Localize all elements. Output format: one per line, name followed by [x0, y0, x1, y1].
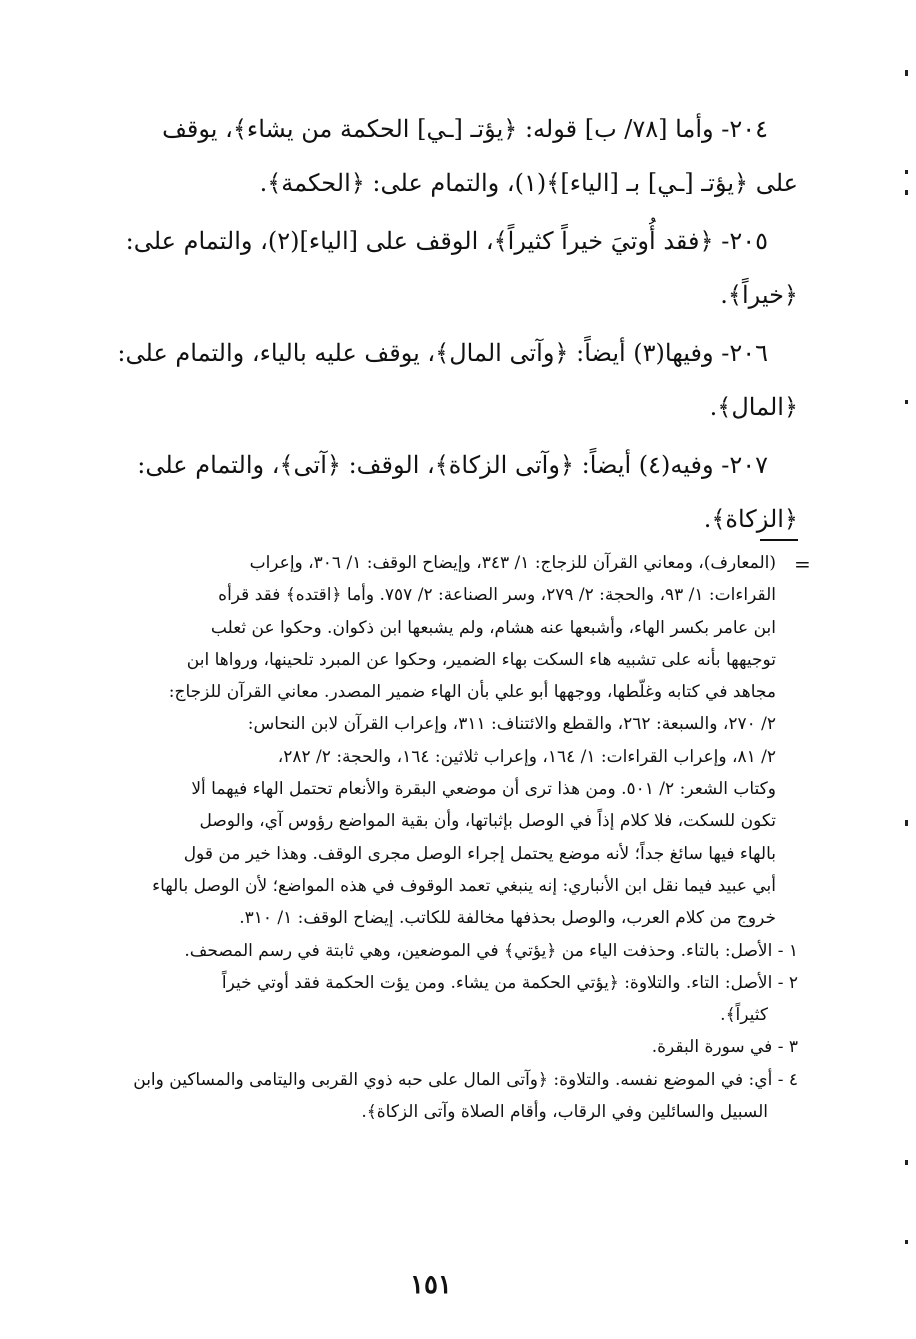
scan-mark — [905, 820, 908, 826]
entry-line: ﴿خيراً﴾. — [720, 281, 798, 309]
main-text — [78, 102, 798, 550]
note-continuation-line: أبي عبيد فيما نقل ابن الأنباري: إنه ينبغي تعمد الوقوف في هذه المواضع؛ لأن الوصل بالهاء — [152, 875, 776, 896]
entry-207 — [78, 438, 798, 546]
scan-mark — [905, 170, 908, 174]
note-continuation-line: ٢/ ٨١، وإعراب القراءات: ١/ ١٦٤، وإعراب ثلاثين: ١٦٤، والحجة: ٢/ ٢٨٢، — [277, 746, 776, 767]
entry-line: ﴿المال﴾. — [709, 393, 798, 421]
note-continuation-line: مجاهد في كتابه وغلّطها، ووجهها أبو علي بأن الهاء ضمير المصدر. معاني القرآن للزجاج: — [168, 682, 776, 703]
note-continuation-line: ابن عامر بكسر الهاء، وأشبعها عنه هشام، ولم يشبعها ابن ذكوان. وحكوا عن ثعلب — [210, 617, 776, 638]
entry-line: ٢٠٤- وأما [٧٨/ ب] قوله: ﴿يؤتـ [ـي] الحكمة من يشاء﴾، يوقف — [162, 115, 768, 143]
entry-line: ٢٠٧- وفيه(٤) أيضاً: ﴿وآتى الزكاة﴾، الوقف: ﴿آتى﴾، والتمام على: — [137, 451, 768, 479]
footnote-2: ٢ - الأصل: التاء. والتلاوة: ﴿يؤتي الحكمة من يشاء. ومن يؤت الحكمة فقد أوتي خيراً — [221, 972, 798, 993]
footnote-1: ١ - الأصل: بالتاء. وحذفت الياء من ﴿يؤتي﴾ في الموضعين، وهي ثابتة في رسم المصحف. — [184, 940, 798, 961]
scan-mark — [905, 1160, 908, 1165]
continuation-marker: = — [794, 552, 811, 576]
entry-line: على ﴿يؤتـ [ـي] بـ [الياء]﴾(١)، والتمام على: ﴿الحكمة﴾. — [259, 169, 798, 197]
scan-mark — [905, 190, 908, 195]
footnote-separator — [760, 539, 798, 541]
entry-206 — [78, 326, 798, 434]
note-continuation-line: بالهاء فيها سائغ جداً؛ لأنه موضع يحتمل إجراء الوصل مجرى الوقف. وهذا خير من قول — [183, 843, 776, 864]
footnote-3: ٣ - في سورة البقرة. — [651, 1037, 798, 1058]
footnote-2-continuation: كثيراً﴾. — [720, 1005, 768, 1026]
scan-mark — [905, 400, 908, 404]
note-continuation-line: ٢/ ٢٧٠، والسبعة: ٢٦٢، والقطع والائتناف: ٣١١، وإعراب القرآن لابن النحاس: — [247, 714, 776, 735]
note-continuation-line: توجيهها بأنه على تشبيه هاء السكت بهاء الضمير، وحكوا عن المبرد تلحينها، ورواها ابن — [186, 649, 776, 670]
footnote-4: ٤ - أي: في الموضع نفسه. والتلاوة: ﴿وآتى المال على حبه ذوي القربى واليتامى والمساكين وابن — [133, 1069, 798, 1090]
scan-mark — [905, 70, 908, 76]
footnotes — [78, 547, 798, 1128]
entry-line: ٢٠٦- وفيها(٣) أيضاً: ﴿وآتى المال﴾، يوقف عليه بالياء، والتمام على: — [117, 339, 768, 367]
note-continuation-line: خروج من كلام العرب، والوصل بحذفها مخالفة للكاتب. إيضاح الوقف: ١/ ٣١٠. — [239, 908, 776, 929]
note-continuation-line: القراءات: ١/ ٩٣، والحجة: ٢/ ٢٧٩، وسر الصناعة: ٢/ ٧٥٧. وأما ﴿اقتده﴾ فقد قرأه — [218, 585, 776, 606]
note-continuation-line: (المعارف)، ومعاني القرآن للزجاج: ١/ ٣٤٣، وإيضاح الوقف: ١/ ٣٠٦، وإعراب — [249, 553, 776, 573]
entry-205 — [78, 214, 798, 322]
note-continuation-line: وكتاب الشعر: ٢/ ٥٠١. ومن هذا ترى أن موضعي البقرة والأنعام تحتمل الهاء فيهما ألا — [191, 779, 776, 800]
footnote-4-continuation: السبيل والسائلين وفي الرقاب، وأقام الصلاة وآتى الزكاة﴾. — [361, 1102, 768, 1123]
entry-204 — [78, 102, 798, 210]
page-number: ١٥١ — [410, 1270, 452, 1300]
scan-mark — [905, 1240, 908, 1244]
entry-line: ﴿الزكاة﴾. — [703, 505, 798, 533]
entry-line: ٢٠٥- ﴿فقد أُوتيَ خيراً كثيراً﴾، الوقف على [الياء](٢)، والتمام على: — [125, 227, 768, 255]
note-continuation-line: تكون للسكت، فلا كلام إذاً في الوصل بإثباتها، وأن بقية المواضع رؤوس آي، والوصل — [199, 811, 776, 832]
